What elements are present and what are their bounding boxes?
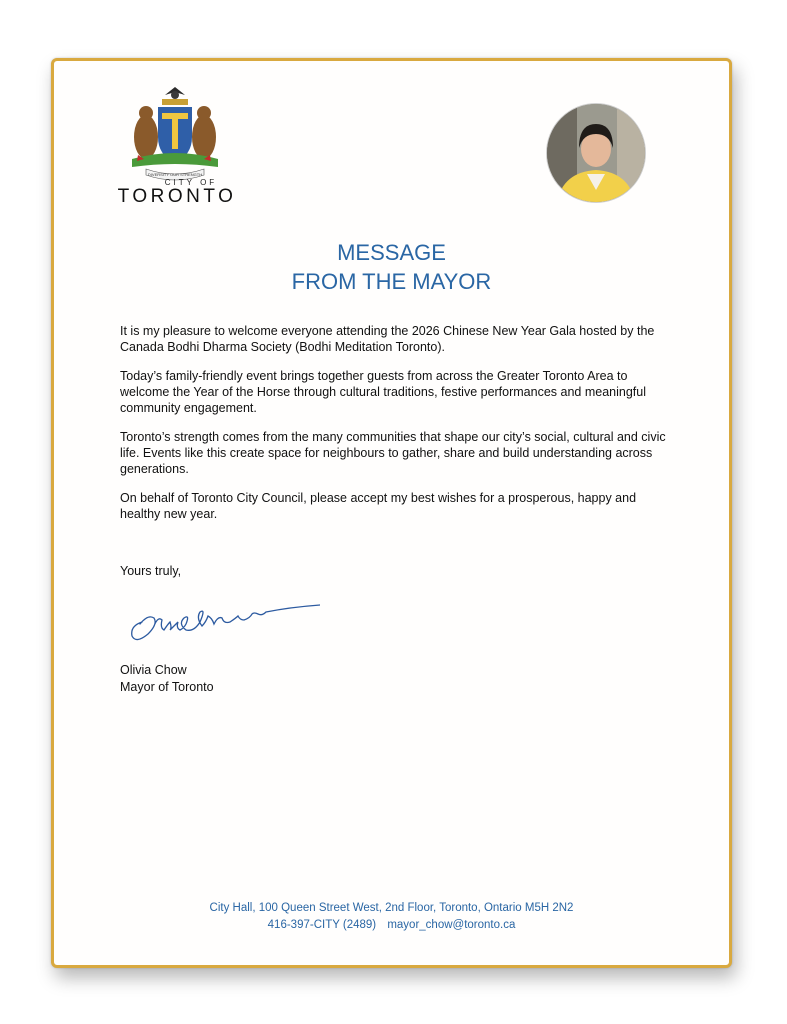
crest-motto: DIVERSITY OUR STRENGTH xyxy=(147,172,203,177)
signer-name: Olivia Chow xyxy=(120,663,187,677)
signature-block xyxy=(120,662,214,696)
city-name-logotype: TORONTO xyxy=(117,186,237,207)
letter-body xyxy=(120,323,670,535)
signer-title: Mayor of Toronto xyxy=(120,680,214,694)
footer-address: City Hall, 100 Queen Street West, 2nd Floor, Toronto, Ontario M5H 2N2 xyxy=(209,902,574,914)
mayor-portrait xyxy=(546,103,646,203)
paragraph: Toronto’s strength comes from the many communities that shape our city’s social, cultural and civic life. Events like this create space for neighbours to gather, share and build understanding across generations. xyxy=(120,430,666,476)
footer-phone: 416-397-CITY (2489) xyxy=(267,919,377,931)
paragraph: Today’s family-friendly event brings together guests from across the Greater Toronto Area to welcome the Year of the Horse through cultural traditions, festive performances and meaningful community engagement. xyxy=(120,369,646,415)
paragraph: On behalf of Toronto City Council, please accept my best wishes for a prosperous, happy and healthy new year. xyxy=(120,491,637,521)
closing: Yours truly, xyxy=(120,564,182,578)
handwritten-signature xyxy=(120,596,320,646)
footer-contact xyxy=(54,917,729,934)
paragraph: It is my pleasure to welcome everyone attending the 2026 Chinese New Year Gala hosted by the Canada Bodhi Dharma Society (Bodhi Meditation Toronto). xyxy=(120,324,655,354)
title-line-2: FROM THE MAYOR xyxy=(291,269,492,294)
city-of-label: CITY OF xyxy=(164,178,218,187)
title-line-1: MESSAGE xyxy=(337,240,446,265)
footer-email[interactable]: mayor_chow@toronto.ca xyxy=(387,919,516,931)
letter-page xyxy=(51,58,732,968)
toronto-coat-of-arms xyxy=(124,85,226,183)
